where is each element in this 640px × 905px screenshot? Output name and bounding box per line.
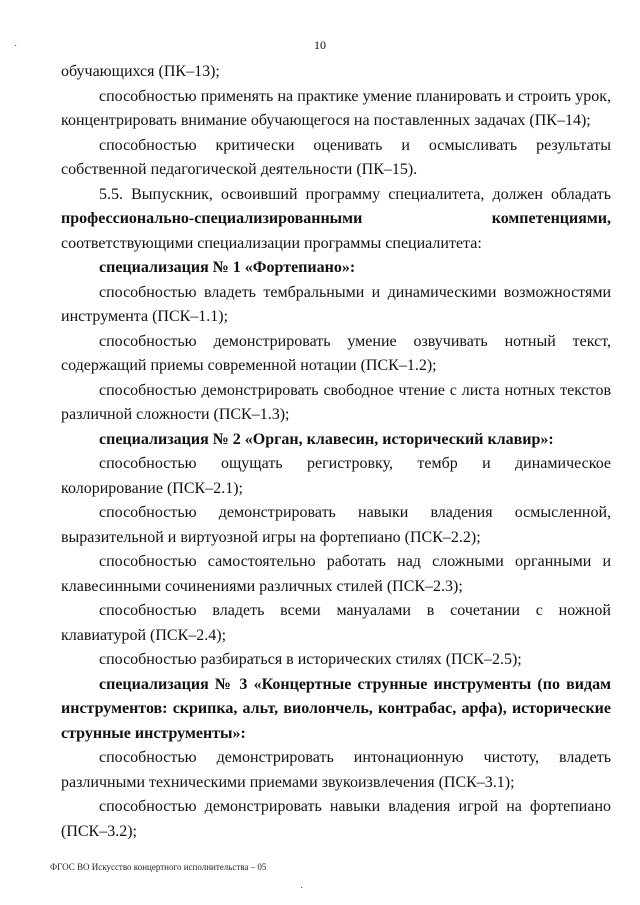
- scan-dot: ·: [14, 41, 18, 52]
- paragraph: обучающихся (ПК–13);: [61, 63, 220, 80]
- document-body: [61, 60, 611, 844]
- paragraph: способностью разбираться в исторических стилях (ПСК–2.5);: [99, 651, 522, 668]
- paragraph: способностью самостоятельно работать над сложными органными и клавесинными сочинениями различных стилей (ПСК–2.3);: [61, 553, 611, 595]
- paragraph: способностью демонстрировать свободное чтение с листа нотных текстов различной сложности (ПСК–1.3);: [61, 381, 611, 423]
- scan-dot: ·: [300, 883, 304, 894]
- text-run: соответствующими специализации программы специалитета:: [61, 234, 482, 252]
- text-run: 5.5. Выпускник, освоивший программу специалитета, должен обладать: [99, 185, 611, 203]
- paragraph: способностью применять на практике умение планировать и строить урок, концентрировать внимание обучающегося на поставленных задачах (ПК–14);: [61, 87, 611, 129]
- page-number: 10: [314, 38, 326, 52]
- paragraph: способностью владеть тембральными и динамическими возможностями инструмента (ПСК–1.1);: [61, 283, 611, 325]
- bold-term: профессионально-специализированными компетенциями,: [61, 210, 611, 227]
- paragraph: [61, 183, 611, 257]
- paragraph: способностью демонстрировать умение озвучивать нотный текст, содержащий приемы современной нотации (ПСК–1.2);: [61, 332, 611, 374]
- paragraph: способностью владеть всеми мануалами в сочетании с ножной клавиатурой (ПСК–2.4);: [61, 602, 611, 644]
- paragraph: способностью ощущать регистровку, тембр и динамическое колорирование (ПСК–2.1);: [61, 455, 611, 497]
- section-heading: специализация № 3 «Концертные струнные инструменты (по видам инструментов: скрипка, альт, виолончель, контрабас, арфа), исторические струнные инструменты»:: [61, 675, 611, 742]
- paragraph: способностью демонстрировать навыки владения осмысленной, выразительной и виртуозной игры на фортепиано (ПСК–2.2);: [61, 504, 611, 546]
- paragraph: способностью критически оценивать и осмысливать результаты собственной педагогической деятельности (ПК–15).: [61, 136, 611, 178]
- paragraph: способностью демонстрировать интонационную чистоту, владеть различными техническими приемами звукоизвлечения (ПСК–3.1);: [61, 749, 611, 791]
- section-heading: специализация № 2 «Орган, клавесин, исторический клавир»:: [99, 430, 554, 448]
- page-footer: ФГОС ВО Искусство концертного исполнительства – 05: [50, 862, 267, 872]
- paragraph: способностью демонстрировать навыки владения игрой на фортепиано (ПСК–3.2);: [61, 798, 611, 840]
- section-heading: специализация № 1 «Фортепиано»:: [99, 259, 356, 276]
